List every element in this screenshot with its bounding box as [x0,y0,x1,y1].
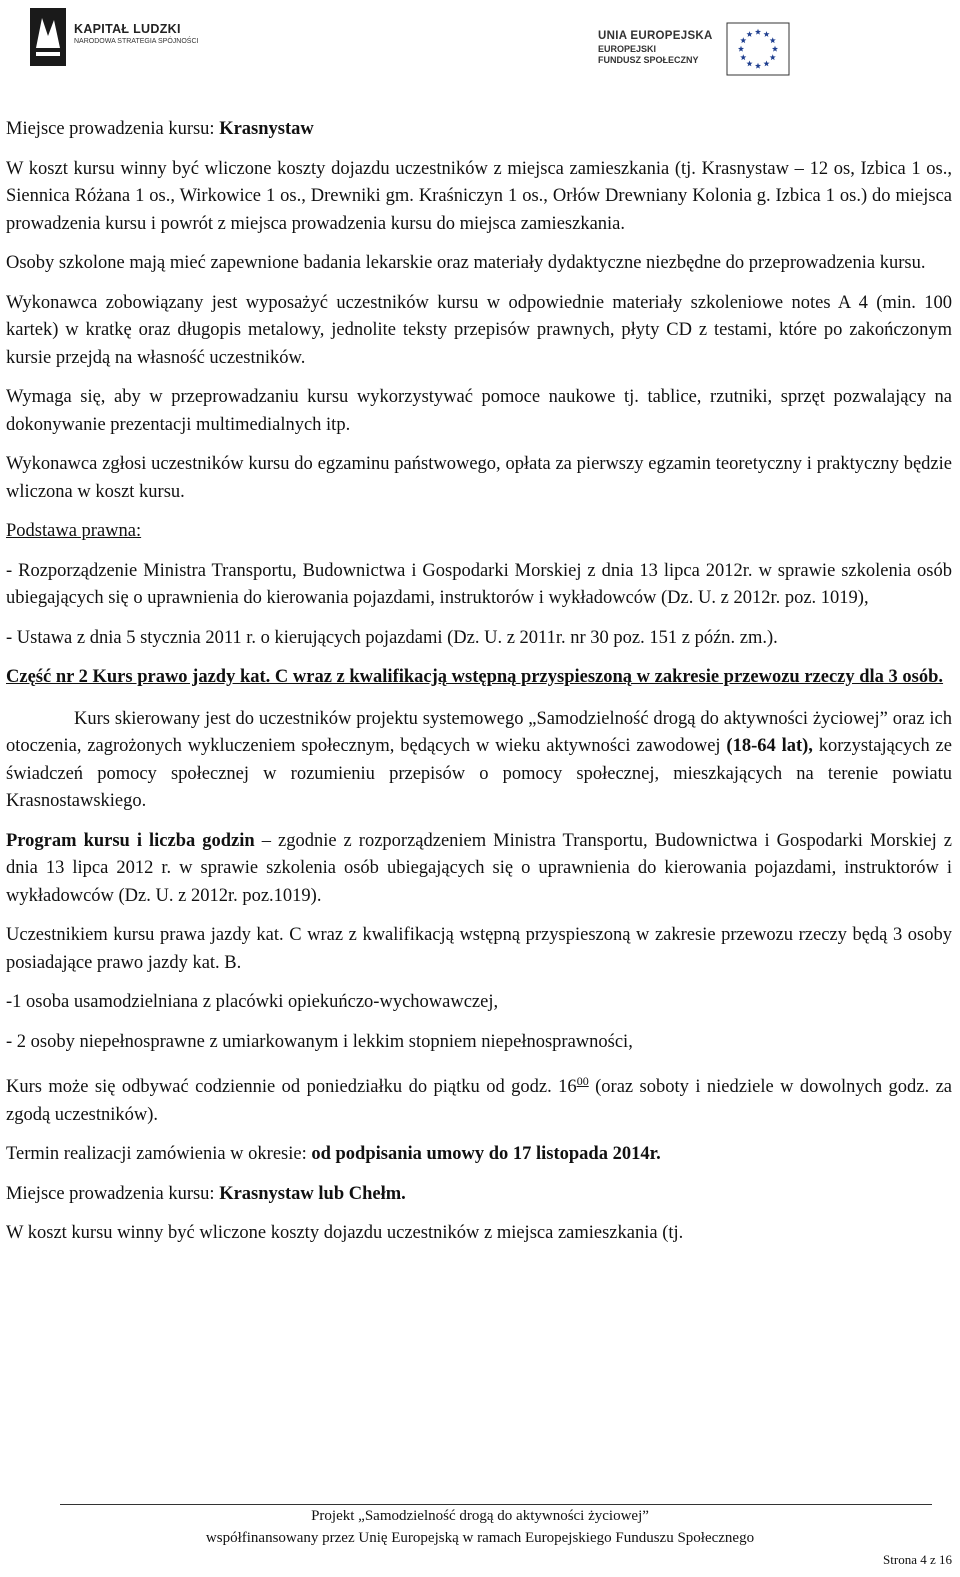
paragraph-teaching-aids: Wymaga się, aby w przeprowadzaniu kursu wykorzystywać pomoce naukowe tj. tablice, rzutniki, sprzęt pozwalający na dokonywanie prezentacji multimedialnych itp. [6,387,952,435]
paragraph-schedule: Kurs może się odbywać codziennie od poniedziałku do piątku od godz. $16^{00}$ (oraz soboty i niedziele w dowolnych godz. za zgodą uczestników). [6,1074,952,1125]
participant-item-1: -1 osoba usamodzielniana z placówki opiekuńczo-wychowawczej, [6,992,499,1012]
ue-efs-logo [598,22,938,78]
footer-funding-line: współfinansowany przez Unię Europejską w ramach Europejskiego Funduszu Społecznego [205,1530,755,1546]
paragraph-medical: Osoby szkolone mają mieć zapewnione badania lekarskie oraz materiały dydaktyczne niezbędne do przeprowadzenia kursu. [6,253,926,273]
page-number: Strona 4 z 16 [883,1552,952,1567]
eu-flag-icon [726,22,790,76]
kapital-ludzki-emblem-icon [30,8,66,66]
kapital-ludzki-logo [30,8,199,66]
paragraph-materials: Wykonawca zobowiązany jest wyposażyć uczestników kursu w odpowiednie materiały szkoleniowe notes A 4 (min. 100 kartek) w kratkę oraz długopis metalowy, jednolite teksty przepisów prawnych, płyty CD z testami, które po zakończonym kursie przejdą na własność uczestników. [6,292,952,368]
footer-divider [60,1504,932,1505]
legal-basis-heading: Podstawa prawna: [6,521,142,541]
paragraph-exam: Wykonawca zgłosi uczestników kursu do egzaminu państwowego, opłata za pierwszy egzamin teoretyczny i praktyczny będzie wliczona w koszt kursu. [6,454,952,502]
kapital-ludzki-title: KAPITAŁ LUDZKI [74,22,181,36]
part-2-title: Część nr 2 Kurs prawo jazdy kat. C wraz z kwalifikacją wstępną przyspieszoną w zakresie przewozu rzeczy dla 3 osób. [6,667,944,687]
kapital-ludzki-subtitle: NARODOWA STRATEGIA SPÓJNOŚCI [74,38,199,45]
document-body [6,116,952,1248]
participant-item-2: - 2 osoby niepełnosprawne z umiarkowanym i lekkim stopniem niepełnosprawności, [6,1031,633,1052]
ue-line1: UNIA EUROPEJSKA [598,30,713,42]
paragraph-travel-costs: W koszt kursu winny być wliczone koszty dojazdu uczestników z miejsca zamieszkania (tj. Krasnystaw – 12 os, Izbica 1 os., Siennica Różana 1 os., Wirkowice 1 os., Drewniki gm. Kraśniczyn 1 os., Orłów Drewniany Kolonia g. Izbica 1 os.) do miejsca prowadzenia kursu i powrót z miejsca prowadzenia kursu do miejsca zamieszkania. [6,158,952,234]
legal-basis-act: - Ustawa z dnia 5 stycznia 2011 r. o kierujących pojazdami (Dz. U. z 2011r. nr 30 poz. 151 z późn. zm.). [6,627,778,648]
ue-line2: EUROPEJSKI [598,44,657,54]
paragraph-target-group: Kurs skierowany jest do uczestników projektu systemowego „Samodzielność drogą do aktywności życiowej” oraz ich otoczenia, zagrożonych wykluczeniem społecznym, będących w wieku aktywności zawodowej (18-64 lat), korzystających ze świadczeń pomocy społecznej w rozumieniu przepisów o pomocy społecznej, mieszkających na terenie powiatu Krasnostawskiego. [6,708,952,811]
page-footer [0,1496,960,1577]
page-header [0,0,960,90]
ue-line3: FUNDUSZ SPOŁECZNY [598,55,699,65]
paragraph-deadline: Termin realizacji zamówienia w okresie: od podpisania umowy do 17 listopada 2014r. [6,1144,661,1165]
footer-project-line: Projekt „Samodzielność drogą do aktywności życiowej” [311,1508,649,1524]
legal-basis-regulation: - Rozporządzenie Ministra Transportu, Budownictwa i Gospodarki Morskiej z dnia 13 lipca 2012r. w sprawie szkolenia osób ubiegających się o uprawnienia do kierowania pojazdami, instruktorów i wykładowców (Dz. U. z 2012r. poz. 1019), [6,560,952,608]
paragraph-program: Program kursu i liczba godzin – zgodnie z rozporządzeniem Ministra Transportu, Budownictwa i Gospodarki Morskiej z dnia 13 lipca 2012 r. w sprawie szkolenia osób ubiegających się o uprawnienia do kierowania pojazdami, instruktorów i wykładowców (Dz. U. z 2012r. poz.1019). [6,830,952,906]
paragraph-venue: Miejsce prowadzenia kursu: Krasnystaw [6,119,314,139]
paragraph-venue-2: Miejsce prowadzenia kursu: Krasnystaw lub Chełm. [6,1183,406,1204]
paragraph-travel-costs-2: W koszt kursu winny być wliczone koszty dojazdu uczestników z miejsca zamieszkania (tj. [6,1223,684,1244]
paragraph-participants: Uczestnikiem kursu prawa jazdy kat. C wraz z kwalifikacją wstępną przyspieszoną w zakresie przewozu rzeczy będą 3 osoby posiadające prawo jazdy kat. B. [6,925,952,973]
